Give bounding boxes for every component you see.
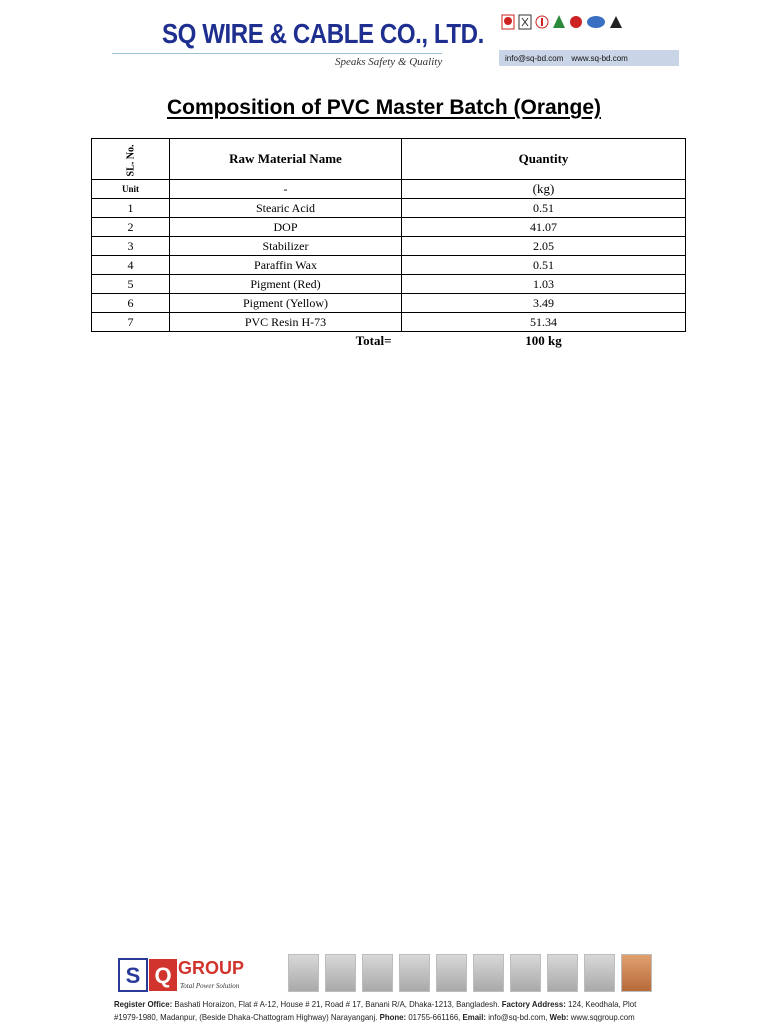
row-material: PVC Resin H-73 [170,313,402,332]
header-sl-no [92,139,170,180]
certification-logo-3 [535,14,549,30]
row-sl: 1 [92,199,170,218]
header-raw-material: Raw Material Name [170,139,402,180]
certification-logo-6 [586,14,606,30]
row-sl: 6 [92,294,170,313]
table-row [92,218,686,237]
table-row [92,237,686,256]
product-socket-image [510,954,541,992]
row-material: Paraffin Wax [170,256,402,275]
phone-label: Phone: [379,1012,407,1022]
row-material: Pigment (Yellow) [170,294,402,313]
product-images-strip [288,954,652,992]
table-row [92,275,686,294]
product-cable-image [362,954,393,992]
product-transformer-image [288,954,319,992]
row-quantity: 0.51 [402,199,686,218]
row-sl: 4 [92,256,170,275]
unit-name: - [170,180,402,199]
web-label: Web: [549,1012,569,1022]
certification-logos [501,14,623,30]
row-material: DOP [170,218,402,237]
factory-address-part-1: 124, Keodhala, Plot [567,999,637,1009]
header-website[interactable]: www.sq-bd.com [571,53,628,63]
certification-logo-5 [569,14,583,30]
row-quantity: 0.51 [402,256,686,275]
row-quantity: 41.07 [402,218,686,237]
company-tagline: Speaks Safety & Quality [335,56,443,68]
certification-logo-2 [518,14,532,30]
footer-address [114,998,657,1024]
composition-table [91,138,686,350]
sq-group-logo [118,958,180,992]
footer-website[interactable]: www.sqgroup.com [570,1012,635,1022]
total-label: Total= [355,333,392,348]
row-quantity: 2.05 [402,237,686,256]
factory-address-label: Factory Address: [501,999,566,1009]
product-fan-image [436,954,467,992]
document-title: Composition of PVC Master Batch (Orange) [166,96,602,119]
group-tagline: Total Power Solution [180,982,240,990]
unit-row [92,180,686,199]
table-row [92,313,686,332]
total-row [92,332,686,351]
table-row [92,199,686,218]
table-header-row [92,139,686,180]
product-breaker-image [547,954,578,992]
row-sl: 7 [92,313,170,332]
product-meter-image [325,954,356,992]
product-switchboard-image [473,954,504,992]
row-quantity: 51.34 [402,313,686,332]
header-sl-no-label: SL. No. [124,144,136,177]
logo-letter-s: S [125,963,141,988]
certification-logo-7 [609,14,623,30]
footer-line-1 [114,998,657,1011]
phone-number: 01755-661166, [408,1012,461,1022]
certification-logo-4 [552,14,566,30]
row-quantity: 1.03 [402,275,686,294]
header-divider [112,53,442,54]
table-row [92,294,686,313]
unit-quantity: (kg) [402,180,686,199]
row-material: Pigment (Red) [170,275,402,294]
footer-email[interactable]: info@sq-bd.com, [488,1012,548,1022]
email-label: Email: [462,1012,487,1022]
row-sl: 3 [92,237,170,256]
unit-label: Unit [92,180,170,199]
logo-letter-q: Q [154,963,172,988]
product-lamp-image [399,954,430,992]
header-quantity: Quantity [402,139,686,180]
row-sl: 2 [92,218,170,237]
row-quantity: 3.49 [402,294,686,313]
total-value: 100 kg [525,333,562,348]
table-row [92,256,686,275]
row-sl: 5 [92,275,170,294]
register-office-label: Register Office: [114,999,173,1009]
footer-line-2 [114,1011,657,1024]
product-wire-coil-image [621,954,652,992]
row-material: Stabilizer [170,237,402,256]
certification-logo-1 [501,14,515,30]
group-name: GROUP [178,958,245,978]
product-pipe-image [584,954,615,992]
contact-bar [499,50,679,66]
factory-address-part-2: #1979-1980, Madanpur, (Beside Dhaka-Chattogram Highway) Narayanganj. [114,1012,378,1022]
row-material: Stearic Acid [170,199,402,218]
header-email[interactable]: info@sq-bd.com [505,53,564,63]
register-office-address: Bashati Horaizon, Flat # A-12, House # 21, Road # 17, Banani R/A, Dhaka-1213, Bangladesh. [174,999,500,1009]
company-name: SQ WIRE & CABLE CO., LTD. [162,18,484,49]
